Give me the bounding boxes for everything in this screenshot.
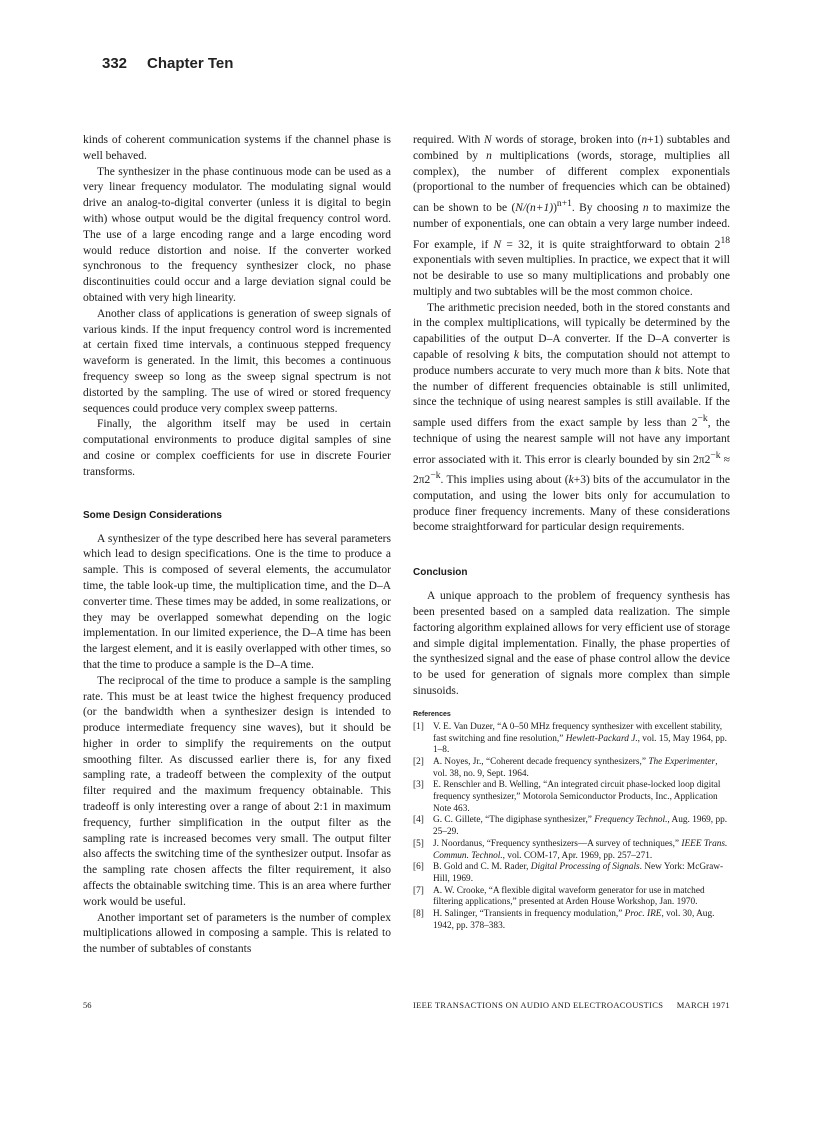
reference-item: [1] V. E. Van Duzer, “A 0–50 MHz frequency synthesizer with excellent stability, fast switching and fine resolution,” Hewlett-Packard J., vol. 15, May 1964, pp. 1–8. — [413, 721, 728, 756]
paragraph: Another important set of parameters is the number of complex multiplications allowed in composing a sample. This is related to the number of subtables of constants — [83, 911, 391, 956]
paragraph: required. With N words of storage, broken into (n+1) subtables and combined by n multiplications (words, storage, multiplies all complex), the number of different complex exponentials (proportional to the number of frequencies which can be obtained) can be shown to be $(N/(n+1))^{n+1}$. By choosing n to maximize the number of exponentials, one can obtain a very large number indeed. For example, if N = 32, it is quite straightforward to obtain $2^{18}$ exponentials with seven multiplies. In practice, we expect that it will not be desirable to use so many multiplications and probably one multiply and two subtables will be the most common choice. — [413, 134, 731, 298]
reference-item: [2] A. Noyes, Jr., “Coherent decade frequency synthesizers,” The Experimenter, vol. 38, no. 9, Sept. 1964. — [413, 756, 718, 779]
chapter-title: Chapter Ten — [147, 55, 234, 72]
conclusion-heading: Conclusion — [413, 567, 468, 579]
reference-item: [3] E. Renschler and B. Welling, “An integrated circuit phase-locked loop digital frequency synthesizer,” Motorola Semiconductor Products, Inc., Application Note 463. — [413, 780, 721, 814]
reference-item: [7] A. W. Crooke, “A flexible digital waveform generator for use in matched filtering applications,” presented at Arden House Workshop, Jan. 1970. — [413, 885, 705, 908]
paragraph: Finally, the algorithm itself may be used in certain computational environments to produce digital samples of sine and cosine or complex coefficients for use in discrete Fourier transforms. — [83, 418, 391, 478]
section-heading: Some Design Considerations — [83, 509, 222, 521]
issue-date: MARCH 1971 — [676, 1000, 730, 1010]
folio: 56 — [83, 1000, 92, 1010]
reference-item: [5] J. Noordanus, “Frequency synthesizers—A survey of techniques,” IEEE Trans. Commun. Technol., vol. COM-17, Apr. 1969, pp. 257–271. — [413, 838, 728, 861]
reference-item: [6] B. Gold and C. M. Rader, Digital Processing of Signals. New York: McGraw-Hill, 1969. — [413, 862, 724, 884]
right-column — [413, 133, 730, 933]
journal-name: IEEE TRANSACTIONS ON AUDIO AND ELECTROACOUSTICS — [413, 1000, 664, 1010]
paragraph: Another class of applications is generation of sweep signals of various kinds. If the input frequency control word is incremented at certain fixed time intervals, a continuous stepped frequency waveform is generated. In the limit, this becomes a continuous frequency sweep so long as the sweep signal spectrum is not distorted by the sampling. The use of wired or stored frequency sequences could produce very complex sweep patterns. — [83, 307, 391, 415]
page-number: 332 — [102, 55, 128, 72]
references-list — [413, 722, 730, 933]
left-column — [83, 133, 391, 958]
page-footer — [83, 1000, 730, 1014]
paragraph: The arithmetic precision needed, both in the stored constants and in the complex multiplications, will typically be determined by the capabilities of the output D–A converter. If the D–A converter is capable of resolving k bits, the computation should not attempt to produce numbers accurate to very much more than k bits. Note that the number of different frequencies obtainable is still unlimited, since the technique of using nearest samples is still available. If the sample used differs from the exact sample by less than $2^{-k}$, the technique of using the nearest sample will not have any important error associated with it. This error is clearly bounded by $\sin 2\pi 2^{-k} \approx 2\pi 2^{-k}$. This implies using about (k+3) bits of the accumulator in the computation, and using the lower bits only for accumulation to produce finer frequency increments. Many of these considerations become straightforward for particular design requirements. — [413, 301, 731, 534]
reference-item: [8] H. Salinger, “Transients in frequency modulation,” Proc. IRE, vol. 30, Aug. 1942, pp. 378–383. — [413, 909, 715, 931]
paragraph: A unique approach to the problem of frequency synthesis has been presented based on a sampled data realization. The simple factoring algorithm explained allows for very efficient use of storage and simple digital implementation. Finally, the phase properties of the synthesized signal and the ease of phase control allow the device to be used for generation of signals more complex than simple sinusoids. — [413, 590, 730, 698]
paragraph: kinds of coherent communication systems if the channel phase is well behaved. — [83, 134, 391, 162]
reference-item: [4] G. C. Gillete, “The digiphase synthesizer,” Frequency Technol., Aug. 1969, pp. 25–29. — [413, 815, 728, 838]
paragraph: The reciprocal of the time to produce a sample is the sampling rate. This must be at least twice the highest frequency produced (or the bandwidth when a synthesizer design is intended to produce intermediate frequency sine waves), but it should be higher in order to simplify the requirements on the output smoothing filter. As discussed earlier there is, for any fixed sampling rate, a tradeoff between the complexity of the output filter required and the maximum frequency obtainable. This tradeoff is only interesting over a range of about 2:1 in maximum frequency, further simplification in the output filter as the sampling rate is increased becomes very small. The output filter also affects the switching time of the synthesizer output. Insofar as the sampling rate chosen affects the filter requirement, it also affects the obtainable switching time. This is an area where further work would be useful. — [83, 674, 391, 908]
paragraph: The synthesizer in the phase continuous mode can be used as a very linear frequency modulator. The modulating signal would drive an analog-to-digital converter (unless it is digital to begin with) whose output would be the digital frequency control word. The use of a large encoding range and a large encoding word would reduce distortion and noise. If the converter worked synchronous to the frequency synthesizer clock, no phase discontinuities could occur and a large deviation signal could be obtained with very high linearity. — [83, 165, 391, 304]
running-head — [102, 55, 233, 72]
paragraph: A synthesizer of the type described here has several parameters which lead to design specifications. One is the time to produce a sample. This is composed of several elements, the accumulator time, the table look-up time, the multiplication time, and the D–A converter time. These times may be added, in some realizations, or they may be overlapped somewhat depending on the logic implementation. In our limited experience, the D–A time has been the largest element, and it is easily overlapped with other times, so that the time to produce a sample is the D–A time. — [83, 532, 391, 671]
references-heading: References — [413, 710, 451, 718]
